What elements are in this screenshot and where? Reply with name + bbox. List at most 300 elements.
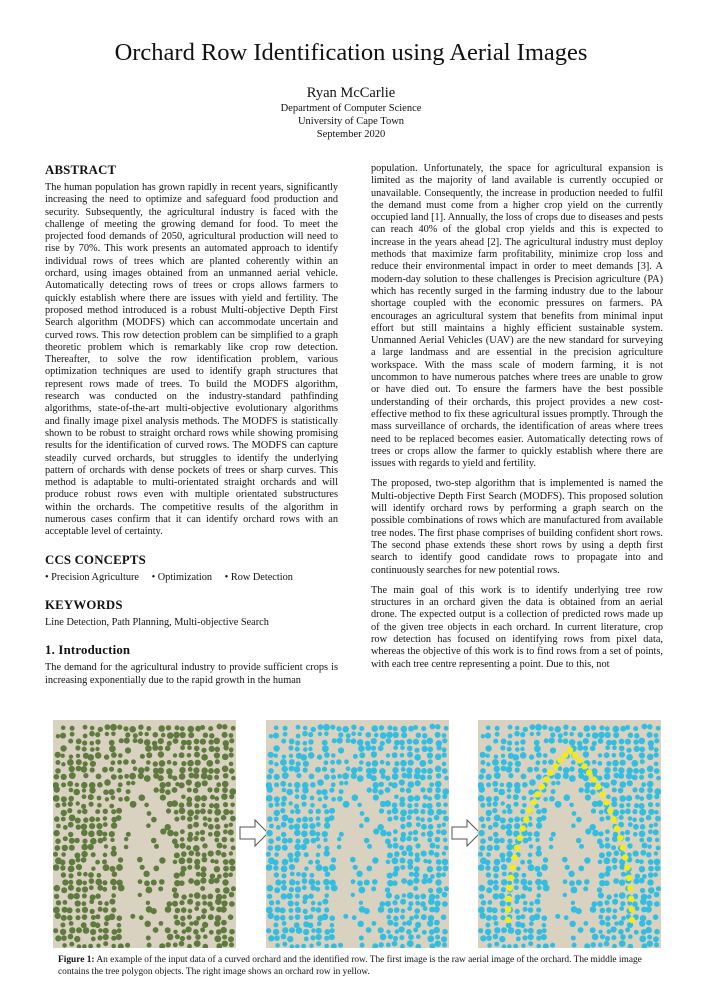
- tree-polygon: [516, 867, 520, 871]
- tree-polygon: [549, 738, 555, 744]
- tree-canopy: [54, 845, 60, 851]
- tree-canopy: [202, 780, 208, 786]
- tree-polygon: [428, 824, 434, 830]
- author-name: Ryan McCarlie: [306, 85, 396, 101]
- tree-polygon: [392, 857, 399, 864]
- tree-canopy: [194, 879, 200, 885]
- tree-polygon: [486, 935, 492, 941]
- row-tree-highlight: [581, 763, 587, 769]
- tree-polygon: [427, 775, 432, 780]
- row-tree-highlight: [628, 896, 634, 902]
- tree-polygon: [275, 802, 280, 807]
- tree-polygon: [372, 921, 377, 926]
- tree-polygon: [522, 873, 527, 878]
- tree-canopy: [144, 766, 149, 771]
- tree-canopy: [111, 774, 117, 780]
- tree-canopy: [104, 921, 109, 926]
- tree-canopy: [76, 927, 82, 933]
- tree-canopy: [158, 725, 165, 732]
- tree-polygon: [520, 732, 525, 737]
- tree-canopy: [90, 767, 95, 772]
- row-tree-highlight: [505, 917, 511, 923]
- tree-polygon: [281, 880, 286, 885]
- tree-polygon: [639, 752, 645, 758]
- tree-polygon: [324, 907, 329, 912]
- tree-polygon: [604, 871, 610, 877]
- tree-canopy: [98, 907, 103, 912]
- tree-polygon: [653, 914, 659, 920]
- tree-polygon: [576, 880, 582, 886]
- tree-polygon: [427, 831, 434, 838]
- tree-canopy: [61, 762, 65, 766]
- tree-canopy: [229, 942, 234, 947]
- tree-polygon: [325, 871, 331, 877]
- tree-polygon: [295, 914, 301, 920]
- tree-canopy: [89, 823, 95, 829]
- tree-polygon: [591, 725, 596, 730]
- tree-polygon: [427, 859, 432, 864]
- tree-polygon: [435, 754, 442, 761]
- tree-canopy: [172, 887, 177, 892]
- tree-canopy: [88, 872, 94, 878]
- tree-canopy: [82, 809, 88, 815]
- tree-polygon: [487, 943, 492, 948]
- right-arrow-icon: [239, 818, 269, 848]
- tree-polygon: [324, 850, 330, 856]
- tree-canopy: [63, 900, 68, 905]
- tree-polygon: [487, 802, 492, 807]
- tree-canopy: [60, 860, 66, 866]
- tree-polygon: [378, 789, 384, 795]
- tree-canopy: [88, 754, 95, 761]
- tree-polygon: [492, 808, 497, 813]
- tree-polygon: [479, 774, 485, 780]
- tree-polygon: [606, 761, 611, 766]
- tree-polygon: [427, 768, 433, 774]
- tree-canopy: [111, 822, 117, 828]
- tree-polygon: [478, 864, 484, 871]
- tree-polygon: [400, 865, 405, 870]
- tree-polygon: [442, 752, 447, 757]
- tree-polygon: [520, 894, 525, 899]
- tree-polygon: [514, 816, 520, 822]
- tree-canopy: [60, 733, 66, 739]
- tree-canopy: [70, 732, 75, 737]
- tree-polygon: [295, 788, 299, 792]
- tree-canopy: [179, 767, 185, 773]
- tree-polygon: [360, 811, 365, 816]
- tree-polygon: [542, 760, 547, 765]
- tree-polygon: [523, 907, 528, 912]
- tree-polygon: [585, 782, 591, 788]
- tree-polygon: [570, 732, 574, 736]
- tree-polygon: [536, 760, 541, 765]
- tree-canopy: [125, 943, 130, 948]
- tree-polygon: [619, 803, 624, 808]
- tree-polygon: [392, 782, 398, 788]
- tree-polygon: [280, 808, 285, 813]
- tree-polygon: [527, 887, 532, 892]
- tree-polygon: [290, 810, 294, 814]
- tree-polygon: [571, 887, 578, 894]
- tree-polygon: [493, 880, 498, 885]
- tree-polygon: [480, 838, 486, 844]
- tree-canopy: [105, 797, 109, 801]
- tree-canopy: [139, 794, 146, 801]
- tree-polygon: [282, 942, 287, 947]
- tree-polygon: [371, 746, 376, 751]
- tree-canopy: [83, 761, 88, 766]
- tree-polygon: [444, 846, 449, 851]
- tree-polygon: [401, 726, 408, 733]
- tree-canopy: [97, 782, 103, 788]
- tree-canopy: [181, 851, 187, 857]
- tree-polygon: [648, 773, 654, 779]
- tree-polygon: [371, 775, 377, 781]
- tree-polygon: [421, 914, 427, 920]
- tree-polygon: [308, 879, 315, 886]
- tree-canopy: [95, 817, 100, 822]
- tree-polygon: [514, 878, 520, 884]
- tree-polygon: [507, 881, 512, 886]
- tree-polygon: [372, 879, 378, 885]
- tree-polygon: [408, 934, 414, 940]
- tree-canopy: [138, 767, 145, 774]
- tree-canopy: [83, 927, 90, 934]
- tree-canopy: [217, 843, 223, 849]
- tree-polygon: [394, 761, 399, 766]
- tree-canopy: [129, 773, 136, 780]
- introduction-heading: 1. Introduction: [45, 643, 131, 658]
- tree-canopy: [188, 909, 193, 914]
- tree-polygon: [614, 921, 618, 925]
- tree-polygon: [359, 760, 364, 765]
- tree-polygon: [654, 942, 659, 947]
- tree-canopy: [89, 899, 94, 904]
- tree-polygon: [428, 747, 434, 753]
- tree-canopy: [61, 726, 66, 731]
- tree-polygon: [441, 872, 446, 877]
- tree-polygon: [267, 774, 273, 780]
- tree-canopy: [98, 901, 103, 906]
- tree-polygon: [343, 801, 350, 808]
- tree-canopy: [83, 725, 88, 730]
- tree-polygon: [605, 745, 610, 750]
- tree-polygon: [406, 788, 412, 794]
- tree-polygon: [555, 914, 560, 919]
- tree-canopy: [214, 809, 221, 816]
- tree-polygon: [478, 830, 484, 836]
- tree-polygon: [308, 809, 313, 814]
- tree-polygon: [605, 936, 610, 941]
- tree-canopy: [174, 920, 180, 926]
- tree-polygon: [344, 781, 348, 785]
- tree-canopy: [195, 934, 201, 940]
- tree-canopy: [130, 914, 135, 919]
- intro-paragraph-2: The proposed, two-step algorithm that is implemented is named the Multi-objective Depth First Search (MODFS). This proposed solution will identify orchard rows by performing a graph search on the possible combinations of rows which are manufactured from available tree nodes. The first phase comprises of building confident short rows. The second phase extends these short rows by using a depth first search to identify good candidate rows to propagate into and continuously searches for new potential rows.: [371, 478, 663, 576]
- tree-polygon: [611, 926, 617, 932]
- tree-canopy: [195, 831, 200, 836]
- tree-canopy: [193, 773, 199, 779]
- tree-canopy: [56, 734, 60, 738]
- tree-polygon: [564, 794, 571, 801]
- tree-canopy: [174, 810, 179, 815]
- tree-polygon: [584, 921, 589, 926]
- tree-polygon: [339, 832, 344, 837]
- tree-canopy: [187, 753, 192, 758]
- tree-canopy: [207, 817, 212, 822]
- tree-canopy: [171, 800, 178, 807]
- tree-polygon: [521, 774, 527, 780]
- tree-polygon: [635, 795, 640, 800]
- tree-canopy: [69, 788, 74, 793]
- tree-canopy: [96, 823, 102, 829]
- tree-polygon: [502, 872, 507, 877]
- tree-polygon: [591, 942, 596, 947]
- tree-polygon: [329, 788, 334, 793]
- tree-polygon: [633, 878, 639, 884]
- tree-canopy: [168, 774, 173, 779]
- tree-polygon: [586, 733, 591, 738]
- tree-polygon: [287, 838, 292, 843]
- tree-polygon: [282, 838, 288, 844]
- tree-polygon: [407, 879, 413, 885]
- tree-polygon: [551, 832, 556, 837]
- tree-polygon: [294, 851, 300, 857]
- tree-polygon: [493, 832, 498, 837]
- tree-polygon: [647, 766, 654, 773]
- tree-canopy: [189, 921, 193, 925]
- tree-polygon: [536, 850, 542, 856]
- tree-polygon: [295, 747, 300, 752]
- tree-canopy: [118, 857, 123, 862]
- tree-canopy: [117, 923, 122, 928]
- tree-polygon: [628, 822, 633, 827]
- tree-canopy: [103, 809, 108, 814]
- tree-polygon: [387, 810, 392, 815]
- tree-polygon: [288, 818, 294, 824]
- tree-canopy: [160, 782, 166, 788]
- tree-polygon: [294, 766, 301, 773]
- tree-polygon: [537, 871, 543, 877]
- tree-polygon: [275, 879, 281, 885]
- tree-polygon: [282, 772, 289, 779]
- tree-polygon: [486, 817, 491, 822]
- tree-canopy: [229, 738, 234, 743]
- tree-polygon: [508, 761, 513, 766]
- tree-polygon: [386, 761, 391, 766]
- tree-polygon: [330, 725, 335, 730]
- tree-polygon: [415, 767, 421, 773]
- tree-polygon: [508, 817, 513, 822]
- tree-polygon: [516, 915, 521, 920]
- tree-polygon: [388, 725, 393, 730]
- tree-canopy: [91, 937, 96, 942]
- tree-polygon: [534, 745, 541, 752]
- tree-polygon: [338, 747, 344, 753]
- tree-polygon: [289, 915, 294, 920]
- tree-polygon: [480, 935, 486, 941]
- tree-canopy: [97, 885, 103, 891]
- tree-canopy: [82, 747, 87, 752]
- tree-canopy: [214, 866, 220, 872]
- row-tree-highlight: [591, 776, 597, 782]
- tree-polygon: [535, 879, 542, 886]
- tree-canopy: [103, 816, 108, 821]
- tree-polygon: [428, 898, 435, 905]
- tree-canopy: [214, 738, 221, 745]
- tree-canopy: [216, 782, 221, 787]
- tree-canopy: [187, 836, 193, 842]
- tree-polygon: [303, 747, 308, 752]
- tree-polygon: [442, 929, 448, 935]
- row-tree-highlight: [557, 757, 563, 763]
- tree-polygon: [386, 738, 392, 744]
- tree-polygon: [308, 860, 313, 865]
- tree-polygon: [308, 752, 315, 759]
- tree-canopy: [210, 874, 215, 879]
- tree-canopy: [75, 818, 81, 824]
- tree-polygon: [486, 782, 491, 787]
- tree-canopy: [158, 767, 165, 774]
- tree-canopy: [222, 941, 228, 947]
- tree-polygon: [393, 726, 398, 731]
- tree-polygon: [634, 803, 639, 808]
- tree-canopy: [158, 738, 164, 744]
- tree-polygon: [442, 747, 447, 752]
- tree-polygon: [528, 853, 533, 858]
- tree-canopy: [109, 767, 114, 772]
- tree-canopy: [231, 846, 236, 851]
- tree-polygon: [646, 852, 651, 857]
- tree-polygon: [400, 760, 407, 767]
- tree-canopy: [221, 794, 227, 800]
- tree-canopy: [61, 915, 67, 921]
- tree-polygon: [315, 887, 320, 892]
- tree-polygon: [380, 732, 387, 739]
- tree-canopy: [70, 726, 75, 731]
- tree-canopy: [68, 934, 74, 940]
- tree-polygon: [493, 893, 499, 899]
- tree-polygon: [492, 759, 499, 766]
- tree-canopy: [201, 914, 206, 919]
- tree-polygon: [427, 920, 433, 926]
- tree-polygon: [571, 726, 576, 731]
- tree-polygon: [309, 830, 316, 837]
- tree-canopy: [181, 740, 187, 746]
- tree-polygon: [294, 844, 301, 851]
- tree-canopy: [138, 879, 143, 884]
- tree-polygon: [280, 907, 286, 913]
- tree-polygon: [366, 866, 372, 872]
- tree-polygon: [520, 923, 526, 929]
- tree-polygon: [549, 845, 554, 850]
- tree-polygon: [554, 773, 561, 780]
- tree-canopy: [76, 759, 82, 765]
- tree-polygon: [407, 864, 413, 870]
- tree-polygon: [289, 879, 295, 885]
- tree-polygon: [647, 732, 653, 738]
- tree-polygon: [266, 795, 273, 802]
- tree-polygon: [550, 732, 555, 737]
- tree-polygon: [536, 893, 541, 898]
- tree-polygon: [501, 739, 507, 745]
- tree-polygon: [429, 782, 434, 787]
- tree-polygon: [654, 738, 659, 743]
- tree-polygon: [647, 894, 652, 899]
- tree-polygon: [420, 817, 425, 822]
- tree-polygon: [430, 724, 436, 730]
- tree-polygon: [318, 732, 322, 736]
- tree-polygon: [655, 838, 660, 843]
- tree-polygon: [386, 831, 391, 836]
- tree-polygon: [295, 794, 300, 799]
- tree-polygon: [267, 786, 273, 792]
- tree-polygon: [640, 824, 646, 830]
- tree-polygon: [584, 857, 590, 863]
- tree-polygon: [289, 759, 295, 765]
- tree-canopy: [76, 908, 81, 913]
- tree-polygon: [605, 922, 610, 927]
- tree-polygon: [534, 899, 540, 905]
- tree-canopy: [111, 795, 116, 800]
- tree-polygon: [501, 908, 506, 913]
- tree-polygon: [435, 787, 441, 793]
- tree-polygon: [309, 774, 315, 780]
- tree-canopy: [165, 746, 171, 752]
- tree-canopy: [81, 766, 88, 773]
- tree-polygon: [393, 745, 398, 750]
- tree-polygon: [336, 726, 341, 731]
- tree-polygon: [585, 828, 591, 834]
- tree-polygon: [613, 726, 620, 733]
- tree-polygon: [374, 733, 379, 738]
- tree-polygon: [479, 885, 486, 892]
- tree-polygon: [442, 859, 449, 866]
- tree-polygon: [331, 782, 336, 787]
- tree-canopy: [88, 794, 94, 800]
- tree-polygon: [639, 831, 646, 838]
- tree-polygon: [534, 767, 539, 772]
- tree-canopy: [221, 852, 226, 857]
- tree-polygon: [648, 802, 653, 807]
- tree-polygon: [337, 845, 342, 850]
- tree-polygon: [295, 901, 300, 906]
- tree-canopy: [223, 829, 228, 834]
- tree-canopy: [228, 872, 233, 877]
- tree-polygon: [301, 844, 307, 850]
- tree-polygon: [555, 801, 562, 808]
- tree-polygon: [413, 808, 419, 814]
- tree-polygon: [294, 830, 301, 837]
- tree-canopy: [55, 768, 61, 774]
- tree-polygon: [501, 801, 505, 805]
- tree-canopy: [203, 733, 208, 738]
- tree-polygon: [268, 752, 274, 758]
- tree-canopy: [63, 836, 68, 841]
- tree-polygon: [543, 857, 548, 862]
- tree-canopy: [53, 795, 60, 802]
- tree-polygon: [633, 824, 639, 830]
- tree-polygon: [315, 859, 320, 864]
- paper-date: September 2020: [316, 129, 386, 140]
- tree-canopy: [137, 857, 143, 863]
- tree-polygon: [308, 747, 312, 751]
- tree-polygon: [529, 844, 533, 848]
- tree-polygon: [294, 857, 300, 863]
- tree-polygon: [494, 942, 499, 947]
- tree-polygon: [549, 837, 553, 841]
